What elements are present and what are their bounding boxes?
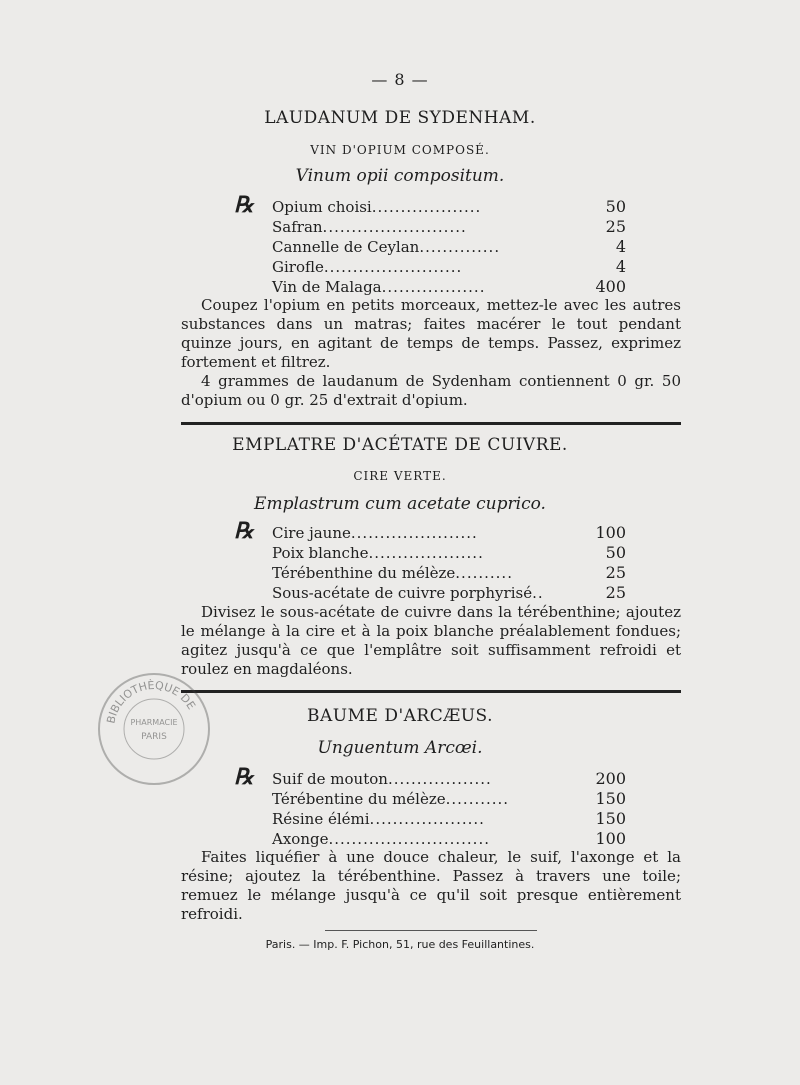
ingredient-qty: 25 <box>605 583 626 602</box>
section3-title: BAUME D'ARCÆUS. <box>307 706 493 726</box>
ingredient-name: Résine élémi <box>272 810 370 828</box>
ingredient-name: Axonge <box>272 830 329 848</box>
leader-dots: .................... <box>369 810 485 828</box>
ingredient-name: Cire jaune <box>272 524 351 542</box>
section1-latin-title: Vinum opii compositum. <box>295 166 505 186</box>
section2-title: EMPLATRE D'ACÉTATE DE CUIVRE. <box>232 435 568 455</box>
section2-subtitle: CIRE VERTE. <box>353 469 447 483</box>
paragraph: Coupez l'opium en petits morceaux, mettez-le avec les autres substances dans un matras; faites macérer le tout pendant quinze jours, en agitant de temps de temps. Passez, exprimez fortement et filtrez. <box>181 296 681 371</box>
ingredient-row <box>272 544 484 562</box>
leader-dots: .................. <box>381 278 486 296</box>
ingredient-qty: 25 <box>605 563 626 582</box>
leader-dots: ........................ <box>323 258 463 276</box>
ingredient-name: Sous-acétate de cuivre porphyrisé <box>272 584 533 602</box>
ingredient-name: Girofle <box>272 258 324 276</box>
footer-divider <box>325 930 537 931</box>
svg-text:PARIS: PARIS <box>141 732 167 742</box>
leader-dots: ................... <box>371 198 482 216</box>
ingredient-row <box>272 770 492 788</box>
paragraph: Faites liquéfier à une douce chaleur, le suif, l'axonge et la résine; ajoutez la térébenthine. Passez à travers une toile; remuez le mélange jusqu'à ce qu'il soit presque entièrement refroidi. <box>181 848 681 923</box>
ingredient-name: Opium choisi <box>272 198 372 216</box>
ingredient-qty: 50 <box>605 543 626 562</box>
stamp-seal-icon <box>100 675 208 783</box>
ingredient-qty: 150 <box>595 789 626 808</box>
ingredient-name: Safran <box>272 218 323 236</box>
ingredient-qty: 100 <box>595 523 626 542</box>
ingredient-qty: 4 <box>615 237 626 256</box>
ingredient-row <box>272 830 490 848</box>
ingredient-row <box>272 258 462 276</box>
section3-instructions <box>181 848 681 924</box>
ingredient-qty: 400 <box>595 277 626 296</box>
ingredient-name: Cannelle de Ceylan <box>272 238 420 256</box>
ingredient-qty: 200 <box>595 769 626 788</box>
leader-dots: .............. <box>419 238 501 256</box>
ingredient-row <box>272 278 485 296</box>
section-divider <box>181 422 681 425</box>
ingredient-name: Térébenthine du mélèze <box>272 564 456 582</box>
leader-dots: .................. <box>387 770 492 788</box>
leader-dots: ........... <box>445 790 510 808</box>
ingredient-name: Suif de mouton <box>272 770 388 788</box>
ingredient-row <box>272 810 485 828</box>
svg-text:BIBLIOTHÈQUE DE: BIBLIOTHÈQUE DE <box>104 678 198 725</box>
section2-instructions <box>181 603 681 679</box>
ingredient-row <box>272 198 481 216</box>
ingredient-qty: 25 <box>605 217 626 236</box>
ingredient-qty: 50 <box>605 197 626 216</box>
ingredient-name: Vin de Malaga <box>272 278 382 296</box>
section1-instructions <box>181 296 681 410</box>
ingredient-row <box>272 218 467 236</box>
ingredient-qty: 4 <box>615 257 626 276</box>
section1-title: LAUDANUM DE SYDENHAM. <box>264 108 536 128</box>
page-number: — 8 — <box>371 70 429 89</box>
leader-dots: ...................... <box>350 524 478 542</box>
leader-dots: .......... <box>455 564 513 582</box>
section3-latin-title: Unguentum Arcœi. <box>317 738 483 758</box>
section2-latin-title: Emplastrum cum acetate cuprico. <box>254 494 546 514</box>
library-stamp <box>98 673 210 785</box>
rx-symbol: ℞ <box>234 518 254 544</box>
leader-dots: ............................ <box>328 830 490 848</box>
leader-dots: .. <box>532 584 544 602</box>
ingredient-row <box>272 524 478 542</box>
ingredient-name: Poix blanche <box>272 544 369 562</box>
printer-imprint: Paris. — Imp. F. Pichon, 51, rue des Feuillantines. <box>265 938 535 951</box>
ingredient-row <box>272 564 513 582</box>
rx-symbol: ℞ <box>234 764 254 790</box>
rx-symbol: ℞ <box>234 192 254 218</box>
leader-dots: .................... <box>368 544 484 562</box>
leader-dots: ......................... <box>322 218 467 236</box>
section-divider <box>181 690 681 693</box>
paragraph: 4 grammes de laudanum de Sydenham contiennent 0 gr. 50 d'opium ou 0 gr. 25 d'extrait d'opium. <box>181 372 681 409</box>
svg-text:PHARMACIE: PHARMACIE <box>130 718 178 727</box>
ingredient-row <box>272 584 544 602</box>
ingredient-row <box>272 790 509 808</box>
ingredient-qty: 100 <box>595 829 626 848</box>
ingredient-name: Térébentine du mélèze <box>272 790 446 808</box>
ingredient-row <box>272 238 500 256</box>
paragraph: Divisez le sous-acétate de cuivre dans la térébenthine; ajoutez le mélange à la cire et à la poix blanche préalablement fondues; agitez jusqu'à ce que l'emplâtre soit suffisamment refroidi et roulez en magdaléons. <box>181 603 681 678</box>
ingredient-qty: 150 <box>595 809 626 828</box>
section1-subtitle: VIN D'OPIUM COMPOSÉ. <box>310 143 490 157</box>
